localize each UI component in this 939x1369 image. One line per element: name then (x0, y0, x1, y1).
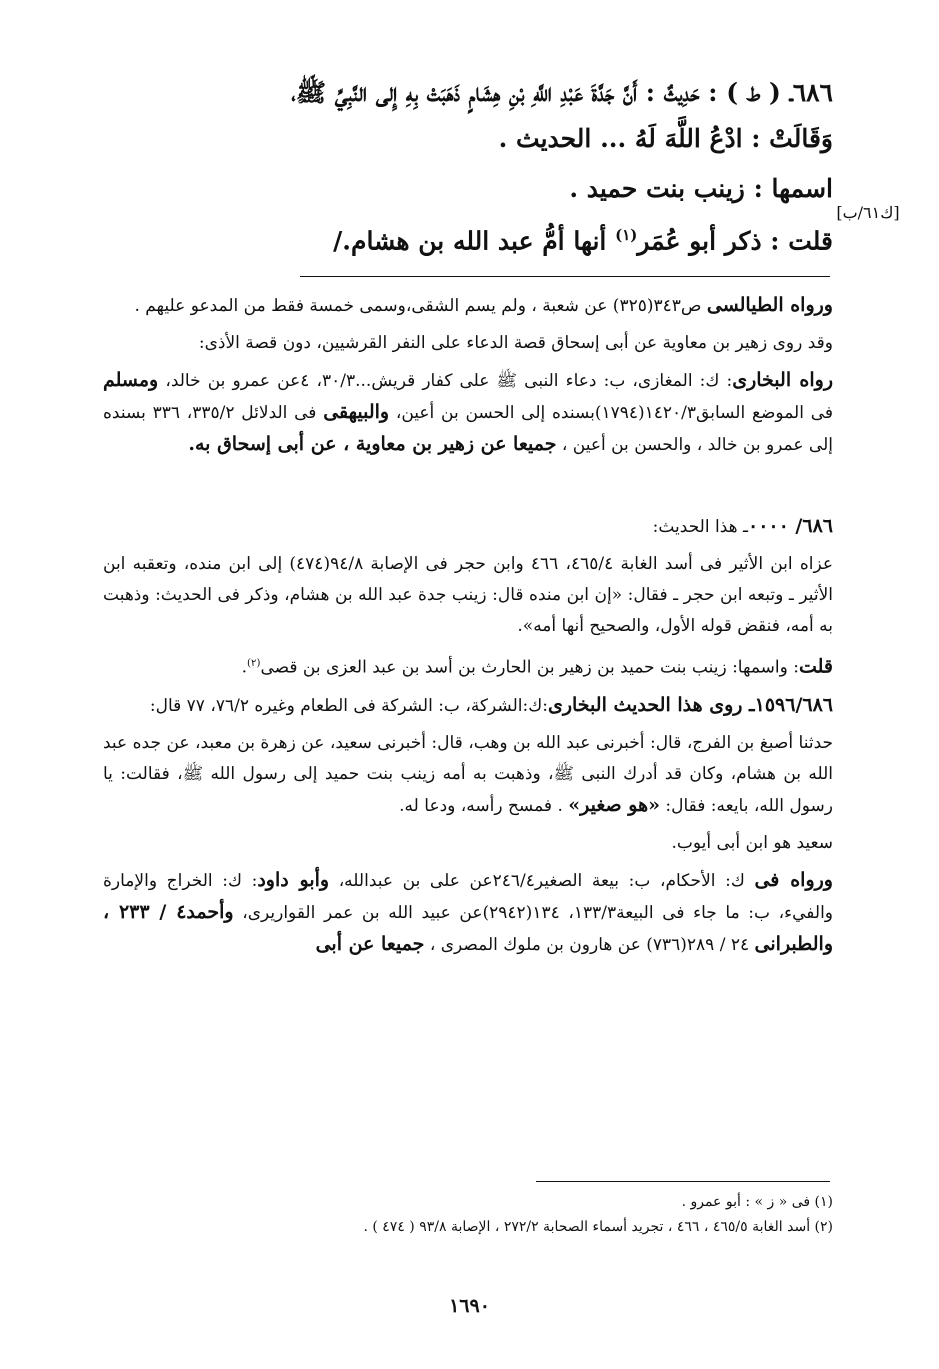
paragraph-name-note: قلت: واسمها: زينب بنت حميد بن زهير بن الحارث بن أسد بن عبد العزى بن قصى$^{(٢)}$. (241, 655, 833, 678)
paragraph-tayalisi: ورواه الطيالسى ص٣٤٣(٣٢٥) عن شعبة ، ولم يسم الشقى،وسمى خمسة فقط من المدعو عليهم . (134, 294, 833, 316)
paragraph-zuhair: وقد روى زهير بن معاوية عن أبى إسحاق قصة الدعاء على النفر القرشيين، دون قصة الأذى: (198, 333, 833, 353)
hadith-line-2: وَقَالَتْ : ادْعُ اللَّهَ لَهُ ... الحديث . (498, 124, 833, 153)
section-heading-686-0000: ٦٨٦/ ٠٠٠٠ـ هذا الحديث: (652, 515, 833, 537)
hadith-line-4: قلت : ذكر أبو عُمَر$^{(١)}$ أنها أمُّ عبد الله بن هشام./ (333, 226, 833, 256)
footnote-ref-1[interactable]: (١) (615, 226, 638, 244)
header-divider (300, 276, 830, 277)
paragraph-other-narrations: ورواه فى ك: الأحكام، ب: بيعة الصغير٢٤٦/٤عن على بن عبدالله، وأبو داود: ك: الخراج والإمارة والفيء، ب: ما جاء فى البيعة١٣٣/٣، ١٣٤(٢٩٤٢)عن عبيد الله بن عمر القواريرى، وأحمد٤ / ٢٣٣ ، والطبرانى ٢٤ / ٢٨٩(٧٣٦) عن هارون بن ملوك المصرى ، جميعا عن أبى (103, 868, 834, 955)
page-number: ١٦٩٠ (449, 1295, 490, 1317)
manuscript-margin-note: [ك٦١/ب] (836, 203, 900, 222)
section-heading-1596-686: ١٥٩٦/٦٨٦ـ روى هذا الحديث البخارى:ك:الشركة، ب: الشركة فى الطعام وغيره ٧٦/٢، ٧٧ قال: (149, 693, 833, 716)
commentary-body (103, 290, 833, 961)
paragraph-isnad: حدثنا أصبغ بن الفرج، قال: أخبرنى عبد الله بن وهب، قال: أخبرنى سعيد، عن زهرة بن معبد، عن جده عبد الله بن هشام، وكان قد أدرك النبى ﷺ، وذهبت به أمه زينب بنت حميد إلى رسول الله ﷺ، فقالت: يا رسول الله، بايعه: فقال: «هو صغير» . فمسح رأسه، ودعا له. (103, 732, 833, 816)
footnote-1: (١) فى « ز » : أبو عمرو . (681, 1194, 833, 1210)
hadith-line-3: اسمها : زينب بنت حميد . (569, 174, 833, 203)
paragraph-ibn-athir: عزاه ابن الأثير فى أسد الغابة ٤٦٥/٤، ٤٦٦ وابن حجر فى الإصابة ٩٤/٨(٤٧٤) إلى ابن منده، وتعقبه ابن الأثير ـ وتبعه ابن حجر ـ فقال: «إن ابن منده قال: زينب جدة عبد الله بن هشام، وذكر فى الحديث: وذهبت به أمه، فنقض قوله الأول، والصحيح أنها أمه». (103, 554, 833, 636)
footnote-2: (٢) أسد الغابة ٤٦٥/٥ ، ٤٦٦ ، تجريد أسماء الصحابة ٢٧٢/٢ ، الإصابة ٩٣/٨ ( ٤٧٤ ) . (363, 1219, 833, 1235)
paragraph-said: سعيد هو ابن أبى أيوب. (671, 832, 833, 853)
section-spacer (103, 461, 833, 511)
paragraph-bukhari-muslim: رواه البخارى: ك: المغازى، ب: دعاء النبى ﷺ على كفار قريش...٣٠/٣، ٤عن عمرو بن خالد، ومسلم فى الموضع السابق١٤٢٠/٣(١٧٩٤)بسنده إلى الحسن بن أعين، والبيهقى فى الدلائل ٣٣٥/٢، ٣٣٦ بسنده إلى عمرو بن خالد ، والحسن بن أعين ، جميعا عن زهير بن معاوية ، عن أبى إسحاق به. (103, 369, 833, 455)
footnote-divider (536, 1181, 830, 1182)
hadith-header (103, 70, 833, 264)
hadith-line-1: ٦٨٦ـ ( ط ) : حَدِيثٌ : أَنَّ جَدَّةَ عَبْدِ اللَّهِ بْنِ هِشَامٍ ذَهَبَتْ بِهِ إِلى النَّبِيِّ ﷺ، (291, 78, 833, 107)
footnotes (103, 1190, 833, 1240)
footnote-ref-2[interactable]: (٢) (247, 658, 261, 669)
